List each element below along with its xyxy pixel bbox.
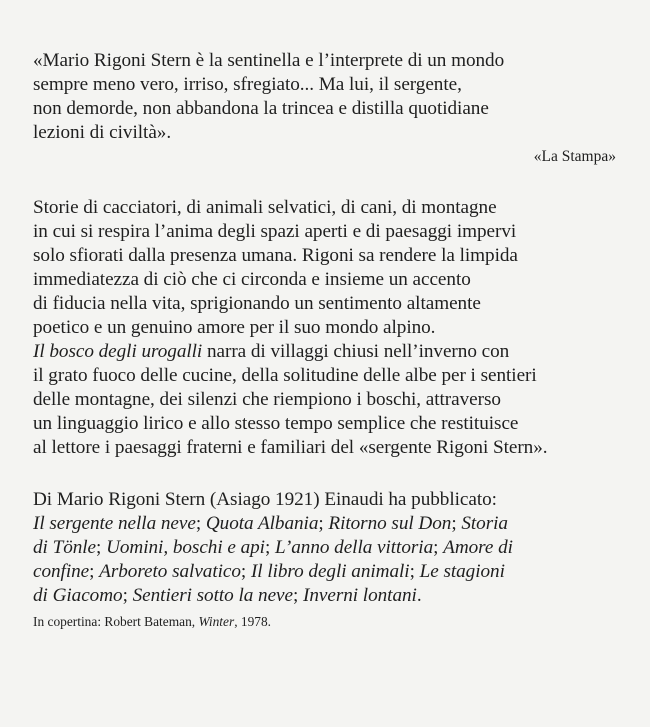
bibliography-intro: Di Mario Rigoni Stern (Asiago 1921) Einaudi ha pubblicato: [33,489,497,510]
bibliography-line: Il sergente nella neve; Quota Albania; Ritorno sul Don; Storia [33,513,508,534]
quote-line: lezioni di civiltà». [33,122,172,143]
quote-line: sempre meno vero, irriso, sfregiato... Ma lui, il sergente, [33,74,462,95]
cover-credit: In copertina: Robert Bateman, Winter, 1978. [33,614,272,629]
quote-attribution: «La Stampa» [533,148,616,165]
description-line: in cui si respira l’anima degli spazi aperti e di paesaggi impervi [33,221,517,242]
quote-line: non demorde, non abbandona la trincea e distilla quotidiane [33,98,489,119]
description-line: solo sfiorati dalla presenza umana. Rigoni sa rendere la limpida [33,245,518,266]
book-title: Il bosco degli urogalli [33,341,203,362]
description-line: Il bosco degli urogalli narra di villaggi chiusi nell’inverno con [33,341,510,362]
description-line: di fiducia nella vita, sprigionando un sentimento altamente [33,293,481,314]
bibliography-line: confine; Arboreto salvatico; Il libro degli animali; Le stagioni [33,561,505,582]
description-line: al lettore i paesaggi fraterni e familiari del «sergente Rigoni Stern». [33,437,548,458]
description-line: il grato fuoco delle cucine, della solitudine delle albe per i sentieri [33,365,537,386]
description-line: Storie di cacciatori, di animali selvatici, di cani, di montagne [33,197,497,218]
quote-line: «Mario Rigoni Stern è la sentinella e l’interprete di un mondo [33,50,505,71]
bibliography-line: di Giacomo; Sentieri sotto la neve; Inverni lontani. [33,585,422,606]
description-line: delle montagne, dei silenzi che riempiono i boschi, attraverso [33,389,501,410]
bibliography-line: di Tönle; Uomini, boschi e api; L’anno della vittoria; Amore di [33,537,513,558]
description-line: poetico e un genuino amore per il suo mondo alpino. [33,317,436,338]
description-line: immediatezza di ciò che ci circonda e insieme un accento [33,269,471,290]
description-line: un linguaggio lirico e allo stesso tempo semplice che restituisce [33,413,519,434]
